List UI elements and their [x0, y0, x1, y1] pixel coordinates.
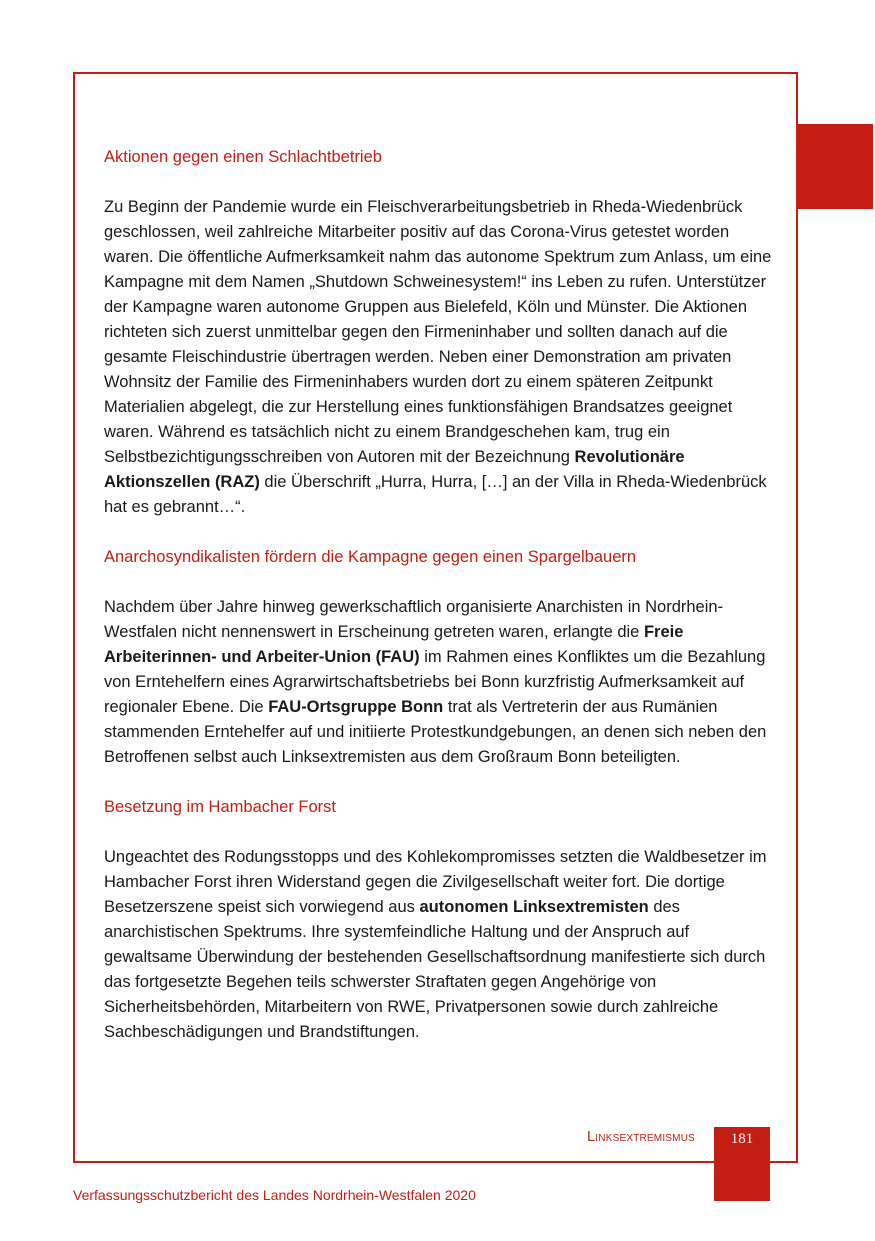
page-number-box: [714, 1127, 770, 1201]
bold-term-autonome: autonomen Linksextremisten: [419, 898, 649, 916]
section-paragraph-hambacher-forst: [104, 845, 776, 1045]
section-paragraph-schlachtbetrieb: [104, 195, 776, 520]
bold-term-fau: Freie Arbeiterinnen- und Arbeiter-Union (FAU): [104, 623, 684, 666]
text-run: Zu Beginn der Pandemie wurde ein Fleischverarbeitungsbetrieb in Rheda-Wiedenbrück geschlossen, weil zahlreiche Mitarbeiter positiv auf das Corona-Virus getestet worden waren. Die öffentliche Aufmerksamkeit nahm das autonome Spektrum zum Anlass, um eine Kampagne mit dem Namen „Shutdown Schweinesystem!“ ins Leben zu rufen. Unterstützer der Kampagne waren autonome Gruppen aus Bielefeld, Köln und Münster. Die Aktionen richteten sich zuerst unmittelbar gegen den Firmeninhaber und sollten danach auf die gesamte Fleischindustrie übertragen werden. Neben einer Demonstration am privaten Wohnsitz der Familie des Firmeninhabers wurden dort zu einem späteren Zeitpunkt Materialien abgelegt, die zur Herstellung eines funktionsfähigen Brandsatzes geeignet waren. Während es tatsächlich nicht zu einem Brandgeschehen kam, trug ein Selbstbezichtigungsschreiben von Autoren mit der Bezeichnung: [104, 198, 772, 466]
section-heading-spargelbauer: Anarchosyndikalisten fördern die Kampagne gegen einen Spargelbauern: [104, 548, 637, 566]
text-run: trat als Vertreterin der aus Rumänien stammenden Erntehelfer auf und initiierte Protestkundgebungen, an denen sich neben den Betroffenen selbst auch Linksextremisten aus dem Großraum Bonn beteiligten.: [104, 698, 767, 766]
text-run: Ungeachtet des Rodungsstopps und des Kohlekompromisses setzten die Waldbesetzer im Hambacher Forst ihren Widerstand gegen die Zivilgesellschaft weiter fort. Die dortige Besetzerszene speist sich vorwiegend aus: [104, 848, 767, 916]
section-heading-hambacher-forst: Besetzung im Hambacher Forst: [104, 798, 337, 816]
bold-term-raz: Revolutionäre Aktionszellen (RAZ): [104, 448, 685, 491]
footer-document-title: Verfassungsschutzbericht des Landes Nordrhein-Westfalen 2020: [73, 1187, 476, 1203]
chapter-tab-marker: [798, 124, 873, 209]
main-content: [104, 145, 776, 1070]
text-run: im Rahmen eines Konfliktes um die Bezahlung von Erntehelfern eines Agrarwirtschaftsbetriebs bei Bonn kurzfristig Aufmerksamkeit auf regionaler Ebene. Die: [104, 648, 766, 716]
footer-section-label: Linksextremismus: [587, 1129, 695, 1145]
text-run: die Überschrift „Hurra, Hurra, […] an der Villa in Rheda-Wiedenbrück hat es gebrannt…“.: [104, 473, 767, 516]
text-run: des anarchistischen Spektrums. Ihre systemfeindliche Haltung und der Anspruch auf gewaltsame Überwindung der bestehenden Gesellschaftsordnung manifestierte sich durch das fortgesetzte Begehen teils schwerster Straftaten gegen Angehörige von Sicherheitsbehörden, Mitarbeitern von RWE, Privatpersonen sowie durch zahlreiche Sachbeschädigungen und Brandstiftungen.: [104, 898, 766, 1041]
text-run: Nachdem über Jahre hinweg gewerkschaftlich organisierte Anarchisten in Nordrhein-Westfalen nicht nennenswert in Erscheinung getreten waren, erlangte die: [104, 598, 724, 641]
section-heading-schlachtbetrieb: Aktionen gegen einen Schlachtbetrieb: [104, 148, 382, 166]
bold-term-fau-bonn: FAU-Ortsgruppe Bonn: [268, 698, 444, 716]
page-number: 181: [730, 1131, 754, 1147]
section-paragraph-spargelbauer: [104, 595, 776, 770]
